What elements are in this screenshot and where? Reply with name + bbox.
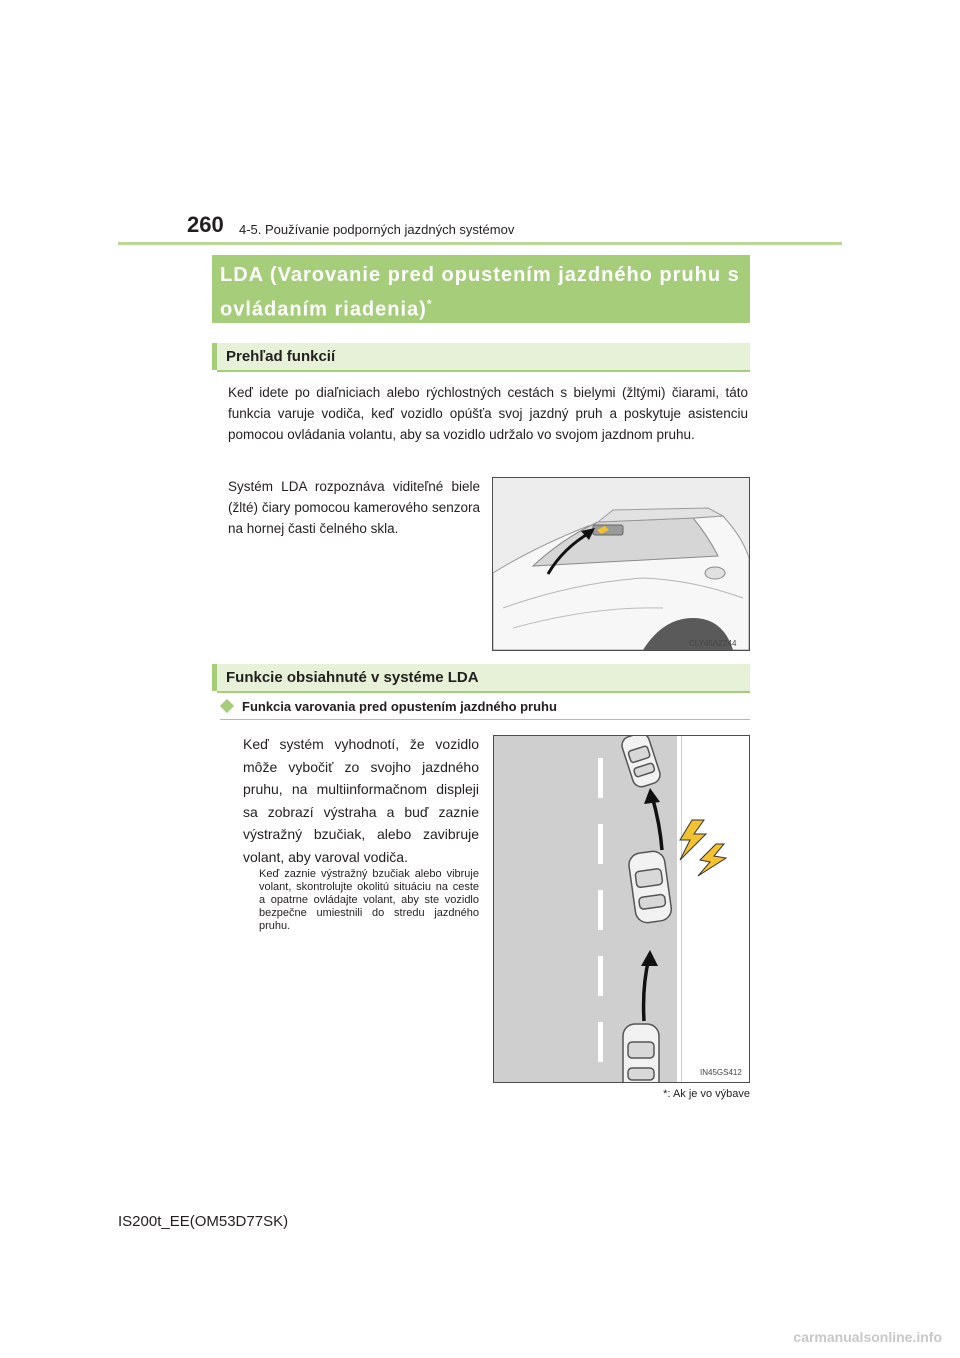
figure-code-2: IN45GS412	[700, 1068, 742, 1077]
camera-description: Systém LDA rozpoznáva viditeľné biele (žlté) čiary pomocou kamerového senzora na hornej časti čelného skla.	[228, 479, 480, 536]
page-number: 260	[187, 212, 224, 237]
lane-departure-note: Keď zaznie výstražný bzučiak alebo vibruje volant, skontrolujte okolitú situáciu na ceste a opatrne ovládajte volant, aby ste vozidlo bezpečne umiestnili do stredu jazdného pruhu.	[259, 868, 479, 932]
page-title-box	[212, 255, 750, 323]
equipment-footnote: *: Ak je vo výbave	[663, 1088, 750, 1100]
title-footnote-mark: *	[426, 297, 433, 311]
watermark: carmanualsonline.info	[793, 1329, 942, 1345]
lane-departure-alert-row	[220, 699, 750, 720]
lane-departure-illustration	[494, 736, 749, 1082]
manual-code: IS200t_EE(OM53D77SK)	[118, 1213, 289, 1230]
lane-departure-description: Keď systém vyhodnotí, že vozidlo môže vybočiť zo svojho jazdného pruhu, na multiinformačnom displeji sa zobrazí výstraha a buď zaznie výstražný bzučiak, alebo zavibruje volant, aby varoval vodiča.	[243, 736, 479, 865]
page-title-text: LDA (Varovanie pred opustením jazdného pruhu s ovládaním riadenia)	[220, 264, 740, 321]
overview-intro: Keď idete po diaľniciach alebo rýchlostných cestách s bielymi (žltými) čiarami, táto funkcia varuje vodiča, keď vozidlo opúšťa svoj jazdný pruh a poskytuje asistenciu pomocou ovládania volantu, aby sa vozidlo udržalo vo svojom jazdnom pruhu.	[228, 385, 748, 442]
diamond-bullet-icon	[220, 699, 234, 713]
car-windshield-illustration	[493, 478, 749, 650]
lane-departure-figure	[493, 735, 750, 1083]
overview-heading: Prehľad funkcií	[226, 348, 336, 365]
lane-departure-alert-title: Funkcia varovania pred opustením jazdného pruhu	[242, 699, 557, 714]
functions-heading-bar	[212, 664, 750, 691]
windshield-camera-figure	[492, 477, 750, 651]
section-title: 4-5. Používanie podporných jazdných systémov	[239, 222, 515, 237]
header-divider	[118, 242, 842, 245]
page-title	[220, 261, 740, 325]
figure-code-1: CLY45AZ244	[689, 639, 737, 648]
functions-heading: Funkcie obsiahnuté v systéme LDA	[226, 669, 479, 686]
overview-heading-bar	[212, 343, 750, 370]
